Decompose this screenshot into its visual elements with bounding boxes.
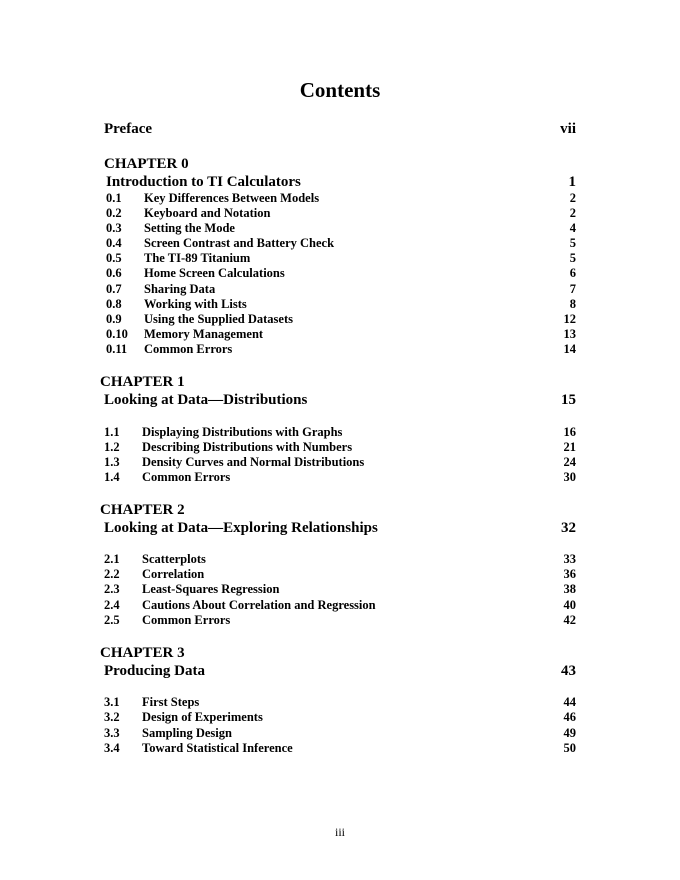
- section-page: 50: [563, 741, 576, 755]
- section-page: 14: [563, 342, 576, 356]
- section-title[interactable]: Design of Experiments: [142, 710, 263, 724]
- section-number: 1.2: [104, 440, 120, 454]
- section-page: 30: [563, 470, 576, 484]
- chapter-title[interactable]: Looking at Data—Exploring Relationships: [104, 520, 378, 536]
- section-title[interactable]: Toward Statistical Inference: [142, 741, 293, 755]
- section-number: 0.1: [106, 191, 122, 205]
- section-number: 0.5: [106, 251, 122, 265]
- section-title[interactable]: Cautions About Correlation and Regression: [142, 598, 376, 612]
- section-title[interactable]: Scatterplots: [142, 552, 206, 566]
- section-number: 2.1: [104, 552, 120, 566]
- section-number: 0.9: [106, 312, 122, 326]
- section-title[interactable]: Sharing Data: [144, 282, 216, 296]
- chapter-title[interactable]: Producing Data: [104, 663, 205, 679]
- chapter-heading: CHAPTER 0: [104, 156, 189, 172]
- section-title[interactable]: Keyboard and Notation: [144, 206, 271, 220]
- section-number: 2.5: [104, 613, 120, 627]
- section-page: 21: [563, 440, 576, 454]
- section-number: 0.4: [106, 236, 122, 250]
- chapter-page: 32: [561, 520, 576, 536]
- section-number: 0.10: [106, 327, 128, 341]
- section-number: 0.11: [106, 342, 128, 356]
- chapter-page: 43: [561, 663, 576, 679]
- section-number: 1.4: [104, 470, 120, 484]
- section-number: 0.7: [106, 282, 122, 296]
- section-number: 3.2: [104, 710, 120, 724]
- section-number: 1.3: [104, 455, 120, 469]
- section-title[interactable]: Home Screen Calculations: [144, 266, 285, 280]
- section-number: 2.4: [104, 598, 120, 612]
- section-page: 46: [563, 710, 576, 724]
- chapter-heading: CHAPTER 2: [100, 502, 185, 518]
- section-page: 33: [563, 552, 576, 566]
- chapter-page: 1: [568, 174, 576, 190]
- section-page: 36: [563, 567, 576, 581]
- chapter-title[interactable]: Introduction to TI Calculators: [106, 174, 301, 190]
- section-page: 8: [569, 297, 576, 311]
- section-title[interactable]: Working with Lists: [144, 297, 247, 311]
- section-page: 12: [563, 312, 576, 326]
- preface-label[interactable]: Preface: [104, 121, 153, 137]
- section-title[interactable]: Key Differences Between Models: [144, 191, 320, 205]
- section-title[interactable]: Setting the Mode: [144, 221, 235, 235]
- page-title: Contents: [299, 78, 381, 102]
- section-page: 13: [563, 327, 576, 341]
- section-number: 2.3: [104, 582, 120, 596]
- section-number: 0.8: [106, 297, 122, 311]
- section-title[interactable]: Sampling Design: [142, 726, 232, 740]
- section-page: 44: [563, 695, 576, 709]
- section-title[interactable]: Using the Supplied Datasets: [144, 312, 293, 326]
- section-page: 2: [569, 191, 576, 205]
- section-page: 49: [563, 726, 576, 740]
- section-page: 5: [569, 251, 576, 265]
- section-title[interactable]: Least-Squares Regression: [142, 582, 280, 596]
- section-title[interactable]: Screen Contrast and Battery Check: [144, 236, 335, 250]
- section-page: 2: [569, 206, 576, 220]
- section-page: 42: [563, 613, 576, 627]
- section-page: 4: [569, 221, 576, 235]
- section-title[interactable]: Common Errors: [142, 613, 231, 627]
- section-title[interactable]: First Steps: [142, 695, 200, 709]
- section-title[interactable]: Memory Management: [144, 327, 264, 341]
- section-title[interactable]: Displaying Distributions with Graphs: [142, 425, 343, 439]
- section-title[interactable]: Density Curves and Normal Distributions: [142, 455, 365, 469]
- chapter-heading: CHAPTER 1: [100, 374, 185, 390]
- section-page: 5: [569, 236, 576, 250]
- section-title[interactable]: Describing Distributions with Numbers: [142, 440, 353, 454]
- section-number: 1.1: [104, 425, 120, 439]
- section-title[interactable]: Correlation: [142, 567, 205, 581]
- section-page: 7: [569, 282, 576, 296]
- section-page: 6: [569, 266, 576, 280]
- chapter-title[interactable]: Looking at Data—Distributions: [104, 392, 308, 408]
- footer-page-number: iii: [334, 825, 345, 839]
- section-number: 3.4: [104, 741, 120, 755]
- section-number: 0.2: [106, 206, 122, 220]
- section-page: 24: [563, 455, 576, 469]
- section-number: 0.3: [106, 221, 122, 235]
- chapter-page: 15: [561, 392, 576, 408]
- section-page: 38: [563, 582, 576, 596]
- section-number: 3.3: [104, 726, 120, 740]
- section-page: 40: [563, 598, 576, 612]
- section-title[interactable]: Common Errors: [144, 342, 233, 356]
- section-number: 3.1: [104, 695, 120, 709]
- section-page: 16: [563, 425, 576, 439]
- section-number: 2.2: [104, 567, 120, 581]
- section-title[interactable]: Common Errors: [142, 470, 231, 484]
- section-title[interactable]: The TI-89 Titanium: [144, 251, 251, 265]
- chapter-heading: CHAPTER 3: [100, 645, 185, 661]
- section-number: 0.6: [106, 266, 122, 280]
- preface-page: vii: [560, 121, 576, 137]
